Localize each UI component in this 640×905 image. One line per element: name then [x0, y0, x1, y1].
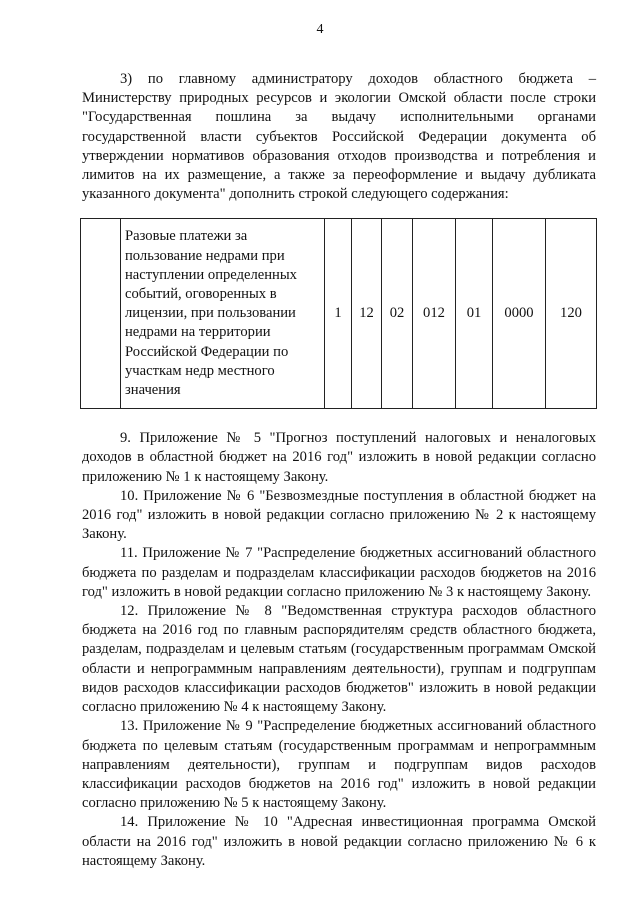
- item-paragraph: 14. Приложение № 10 "Адресная инвестиционная программа Омской области на 2016 год" изложить в новой редакции согласно приложению № 6 к настоящему Закону.: [82, 814, 596, 869]
- table-cell-code: 02: [382, 219, 413, 409]
- table-cell-code: 1: [325, 219, 352, 409]
- item-paragraph: 11. Приложение № 7 "Распределение бюджетных ассигнований областного бюджета по разделам и подразделам классификации расходов бюджетов на 2016 год" изложить в новой редакции согласно приложению № 3 к настоящему Закону.: [82, 545, 596, 600]
- intro-paragraph: 3) по главному администратору доходов областного бюджета – Министерству природных ресурсов и экологии Омской области после строки "Государственная пошлина за выдачу исполнительными органами государственной власти субъектов Российской Федерации документа об утверждении нормативов образования отходов производства и потребления и лимитов на их размещение, а также за переоформление и выдачу дубликата указанного документа" дополнить строкой следующего содержания:: [82, 71, 596, 203]
- item-paragraph: 10. Приложение № 6 "Безвозмездные поступления в областной бюджет на 2016 год" изложить в новой редакции согласно приложению № 2 к настоящему Закону.: [82, 487, 596, 543]
- table-cell-code: 012: [413, 219, 456, 409]
- table-cell-code: 12: [352, 219, 382, 409]
- table-cell-description: Разовые платежи за пользование недрами при наступлении определенных событий, оговоренных в лицензии, при пользовании недрами на территории Российской Федерации по участкам недр местного значения: [121, 219, 325, 409]
- table-cell-code: 120: [546, 219, 597, 409]
- table-row: [81, 219, 597, 409]
- table-cell-empty: [81, 219, 121, 409]
- item-paragraph: 12. Приложение № 8 "Ведомственная структура расходов областного бюджета на 2016 год по главным распорядителям средств областного бюджета, разделам, подразделам и целевым статьям (государственным программам Омской области и непрограммным направлениям деятельности), группам и подгруппам видов расходов классификации расходов бюджетов" изложить в новой редакции согласно приложению № 4 к настоящему Закону.: [82, 603, 596, 716]
- item-paragraph: 13. Приложение № 9 "Распределение бюджетных ассигнований областного бюджета по целевым статьям (государственным программам и непрограммным направлениям деятельности), группам и подгруппам видов расходов классификации расходов бюджетов на 2016 год" изложить в новой редакции согласно приложению № 5 к настоящему Закону.: [82, 718, 596, 812]
- document-body: [82, 70, 596, 871]
- table-cell-code: 01: [456, 219, 493, 409]
- item-paragraph: 9. Приложение № 5 "Прогноз поступлений налоговых и неналоговых доходов в областной бюджет на 2016 год" изложить в новой редакции согласно приложению № 1 к настоящему Закону.: [82, 430, 596, 485]
- page-number: 4: [316, 22, 324, 37]
- budget-table: [80, 218, 597, 409]
- table-cell-code: 0000: [493, 219, 546, 409]
